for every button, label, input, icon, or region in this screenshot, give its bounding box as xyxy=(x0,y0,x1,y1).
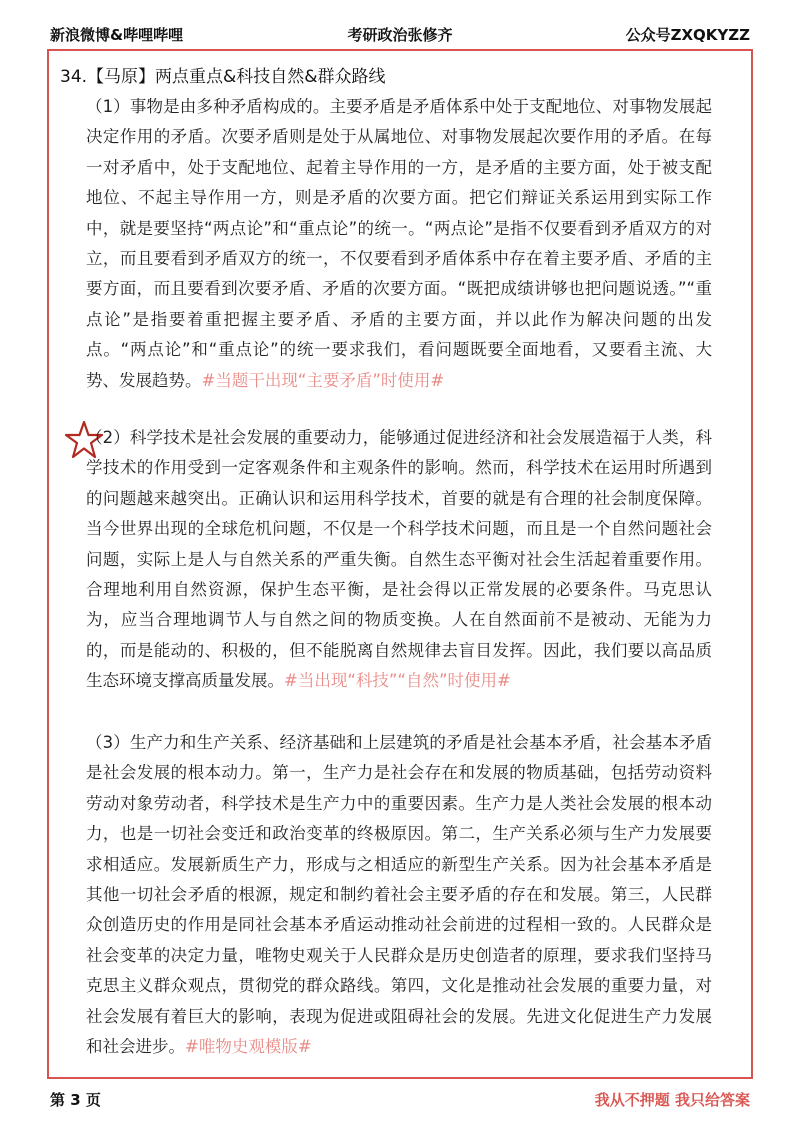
paragraph-1-tag: #当题干出现“主要矛盾”时使用# xyxy=(201,370,445,390)
paragraph-3-tag: #唯物史观模版# xyxy=(185,1037,312,1057)
paragraph-2 xyxy=(86,423,712,697)
paragraph-3-text: （3）生产力和生产关系、经济基础和上层建筑的矛盾是社会基本矛盾，社会基本矛盾是社会发展的根本动力。第一，生产力是社会存在和发展的物质基础，包括劳动资料劳动对象劳动者，科学技术是生产力中的重要因素。生产力是人类社会发展的根本动力，也是一切社会变迁和政治变革的终极原因。第二，生产关系必须与生产力发展要求相适应。发展新质生产力，形成与之相适应的新型生产关系。因为社会基本矛盾是其他一切社会矛盾的根源，规定和制约着社会主要矛盾的存在和发展。第三，人民群众创造历史的作用是同社会基本矛盾运动推动社会前进的过程相一致的。人民群众是社会变革的决定力量，唯物史观关于人民群众是历史创造者的原理，要求我们坚持马克思主义群众观点，贯彻党的群众路线。第四，文化是推动社会发展的重要力量，对社会发展有着巨大的影响，表现为促进或阻碍社会的发展。先进文化促进生产力发展和社会进步。 xyxy=(86,733,712,1057)
footer-slogan: 我从不押题 我只给答案 xyxy=(594,1091,750,1109)
header-center: 考研政治张修齐 xyxy=(347,26,453,44)
header-left: 新浪微博&哔哩哔哩 xyxy=(50,26,184,44)
paragraph-2-text: （2）科学技术是社会发展的重要动力，能够通过促进经济和社会发展造福于人类，科学技术的作用受到一定客观条件和主观条件的影响。然而，科学技术在运用时所遇到的问题越来越突出。正确认识和运用科学技术，首要的就是有合理的社会制度保障。当今世界出现的全球危机问题，不仅是一个科学技术问题，而且是一个自然问题社会问题，实际上是人与自然关系的严重失衡。自然生态平衡对社会生活起着重要作用。合理地利用自然资源，保护生态平衡，是社会得以正常发展的必要条件。马克思认为，应当合理地调节人与自然之间的物质变换。人在自然面前不是被动、无能为力的，而是能动的、积极的，但不能脱离自然规律去盲目发挥。因此，我们要以高品质生态环境支撑高质量发展。 xyxy=(86,428,712,691)
page-number: 第 3 页 xyxy=(50,1091,101,1109)
paragraph-1 xyxy=(86,92,712,396)
question-title: 34.【马原】两点重点&科技自然&群众路线 xyxy=(60,67,386,87)
paragraph-1-text: （1）事物是由多种矛盾构成的。主要矛盾是矛盾体系中处于支配地位、对事物发展起决定作用的矛盾。次要矛盾则是处于从属地位、对事物发展起次要作用的矛盾。在每一对矛盾中，处于支配地位、起着主导作用的一方，是矛盾的主要方面，处于被支配地位、不起主导作用一方，则是矛盾的次要方面。把它们辩证关系运用到实际工作中，就是要坚持“两点论”和“重点论”的统一。“两点论”是指不仅要看到矛盾双方的对立，而且要看到矛盾双方的统一，不仅要看到矛盾体系中存在着主要矛盾、矛盾的主要方面，而且要看到次要矛盾、矛盾的次要方面。“既把成绩讲够也把问题说透。”“重点论”是指要着重把握主要矛盾、矛盾的主要方面，并以此作为解决问题的出发点。“两点论”和“重点论”的统一要求我们，看问题既要全面地看，又要看主流、大势、发展趋势。 xyxy=(86,97,712,390)
paragraph-3 xyxy=(86,728,712,1062)
paragraph-2-tag: #当出现“科技”“自然”时使用# xyxy=(284,671,511,691)
page-header xyxy=(0,0,800,52)
header-right: 公众号ZXQKYZZ xyxy=(625,26,750,44)
